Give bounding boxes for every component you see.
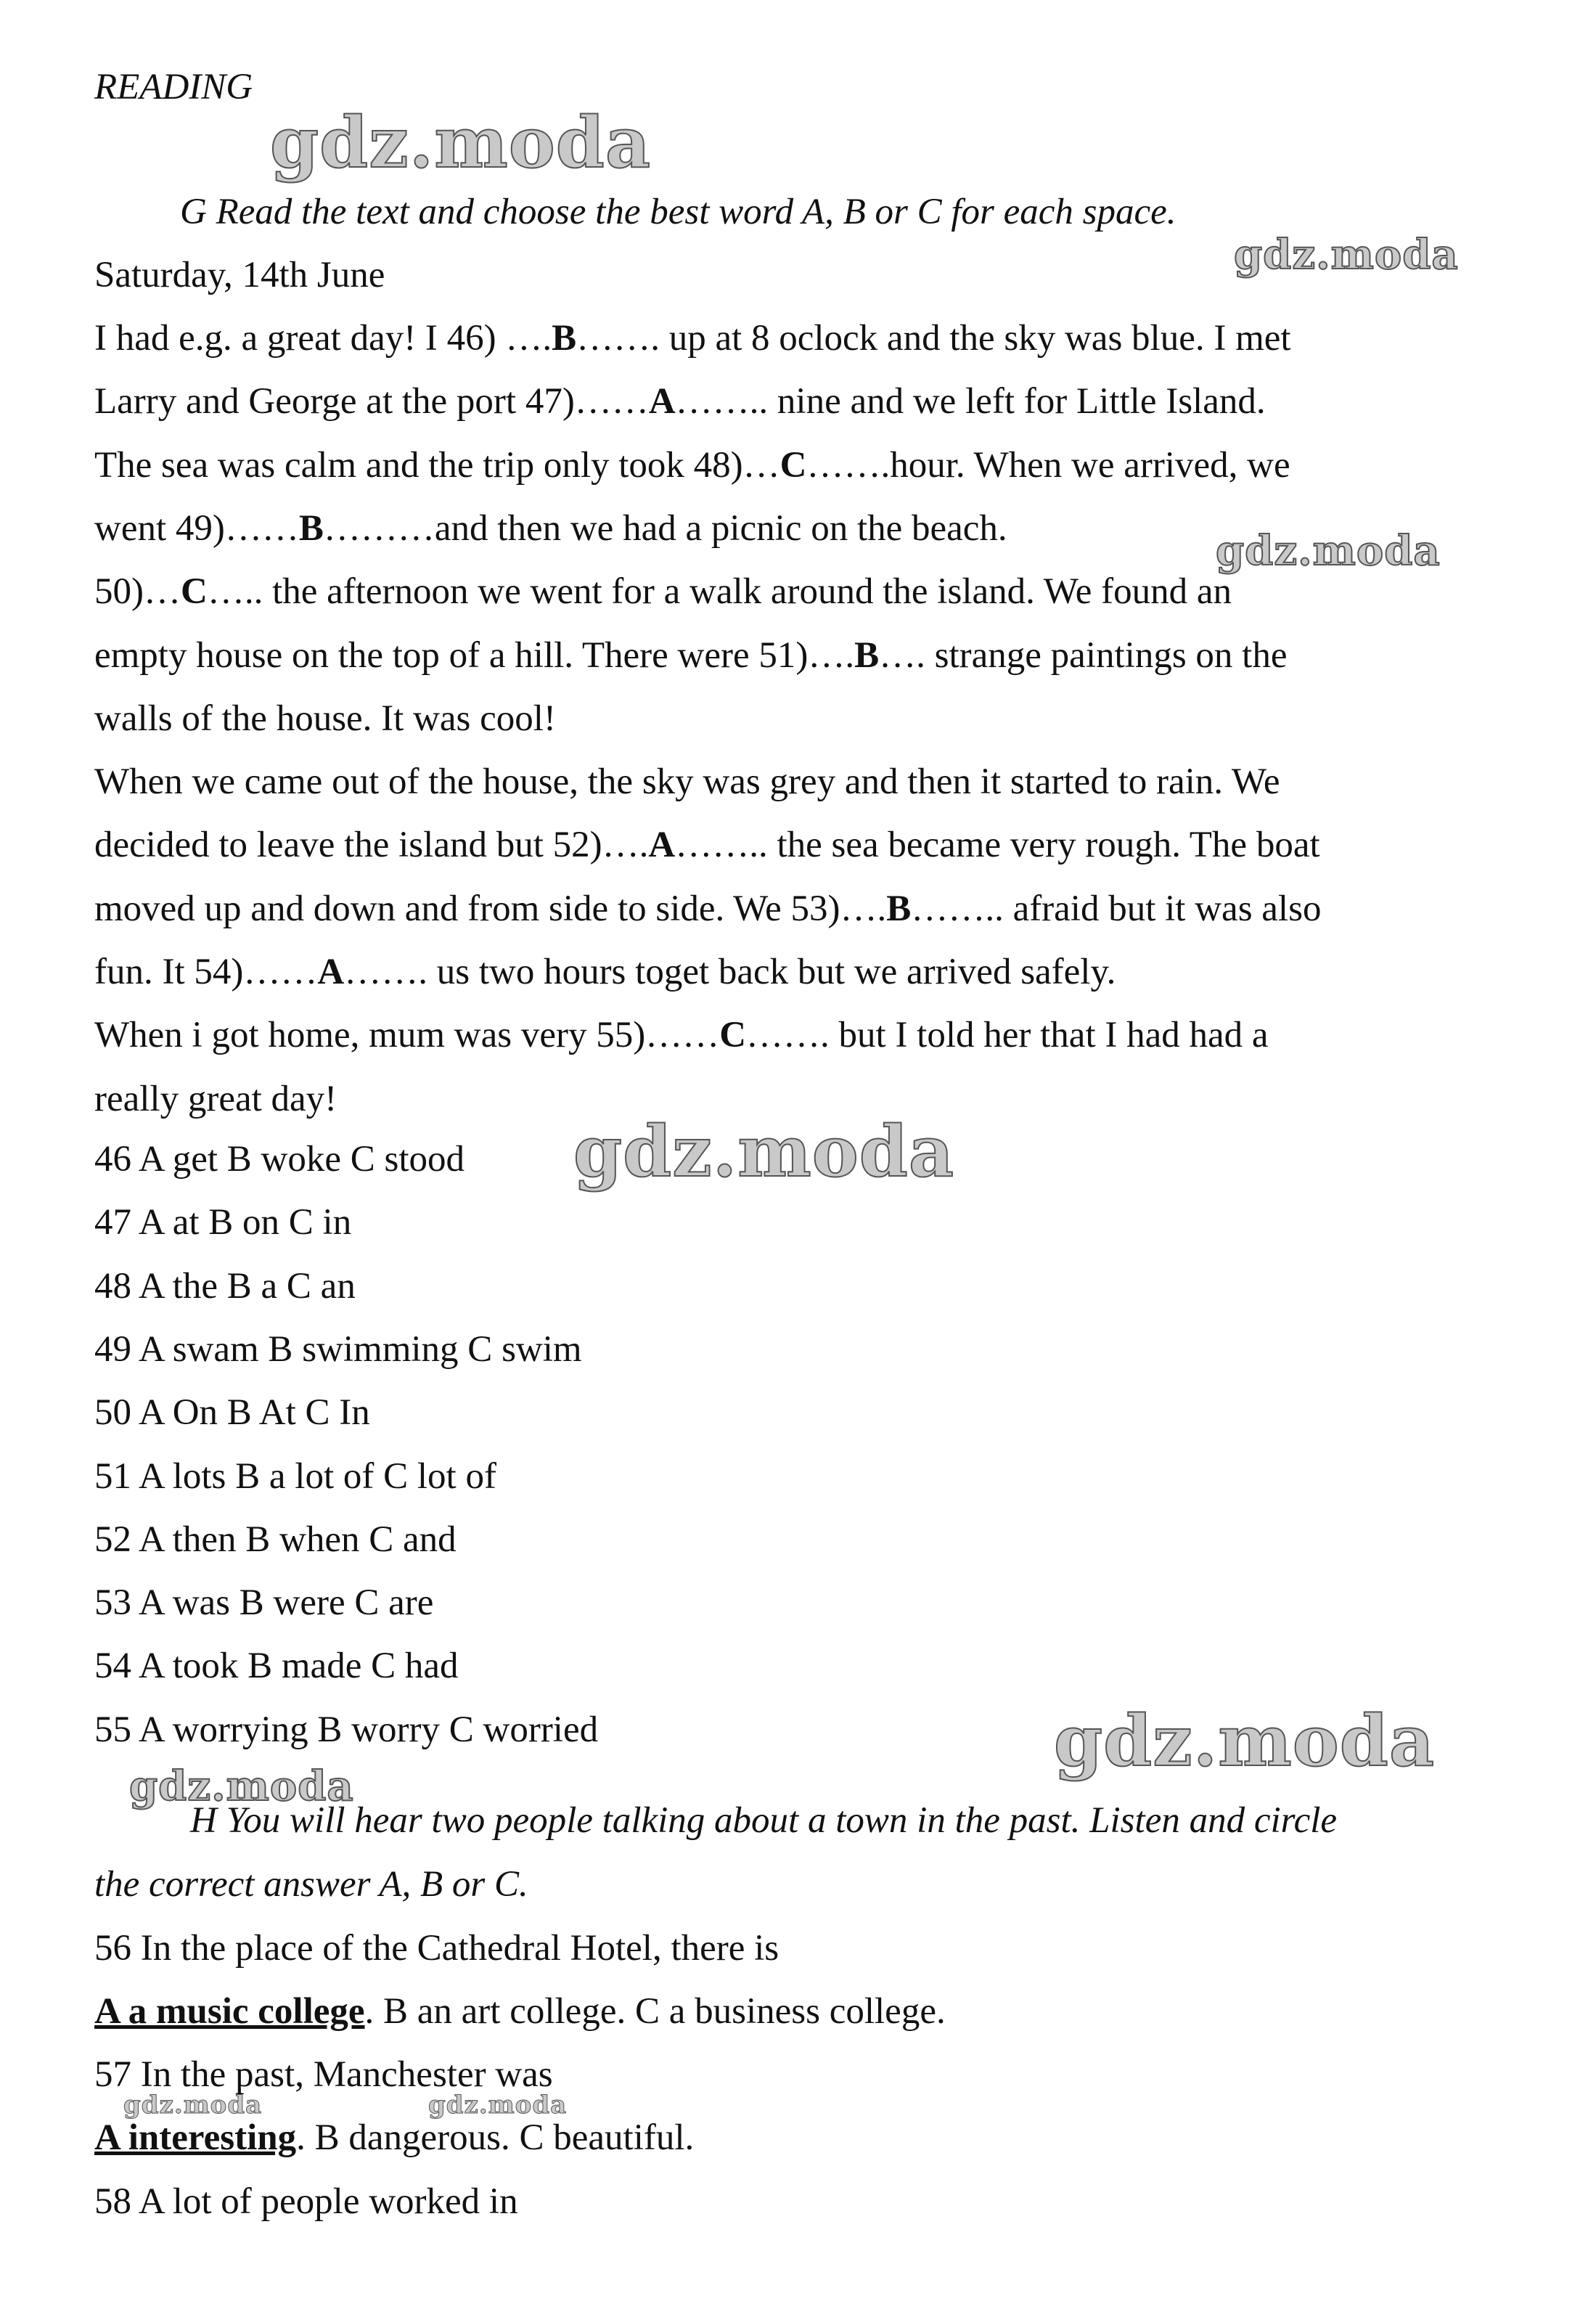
option-line: 48 A the B a C an xyxy=(94,1266,356,1307)
question-57-other-choices: . B dangerous. C beautiful. xyxy=(296,2117,695,2158)
passage-text: When i got home, mum was very 55)…… xyxy=(94,1015,720,1055)
watermark-logo: gdz.moda xyxy=(1234,231,1459,279)
option-line: 53 A was B were C are xyxy=(94,1582,434,1623)
passage-line xyxy=(94,507,1007,550)
option-line: 54 A took B made C had xyxy=(94,1646,459,1686)
diary-date: Saturday, 14th June xyxy=(94,255,385,295)
passage-line xyxy=(94,444,1290,487)
task-h-instruction-cont: the correct answer A, B or C. xyxy=(94,1864,528,1905)
task-h-instruction: H You will hear two people talking about a town in the past. Listen and circle xyxy=(190,1800,1338,1841)
filled-answer: A xyxy=(317,952,345,992)
passage-text: ………and then we had a picnic on the beach. xyxy=(323,508,1007,549)
passage-line xyxy=(94,887,1321,931)
passage-line xyxy=(94,760,1280,804)
task-g-instruction: G Read the text and choose the best word A, B or C for each space. xyxy=(180,192,1176,232)
passage-text: ……. up at 8 oclock and the sky was blue. I met xyxy=(576,318,1291,359)
question-56-other-choices: . B an art college. C a business college. xyxy=(364,1991,946,2032)
option-line: 50 A On B At C In xyxy=(94,1392,370,1433)
question-56-choices xyxy=(94,1990,946,2033)
passage-line xyxy=(94,380,1266,423)
passage-line xyxy=(94,570,1232,613)
passage-line xyxy=(94,697,556,740)
filled-answer: B xyxy=(886,888,912,929)
question-57-choices xyxy=(94,2116,694,2159)
passage-text: When we came out of the house, the sky was grey and then it started to rain. We xyxy=(94,761,1280,802)
watermark-logo: gdz.moda xyxy=(270,102,652,184)
filled-answer: B xyxy=(298,508,324,549)
filled-answer: C xyxy=(779,445,807,486)
question-58-prompt: 58 A lot of people worked in xyxy=(94,2181,518,2222)
watermark-logo: gdz.moda xyxy=(1216,527,1441,575)
option-line: 51 A lots B a lot of C lot of xyxy=(94,1456,496,1497)
option-line: 47 A at B on C in xyxy=(94,1202,352,1243)
watermark-logo: gdz.moda xyxy=(1054,1700,1436,1782)
question-57-prompt: 57 In the past, Manchester was xyxy=(94,2054,553,2095)
question-56-answer: A a music college xyxy=(94,1991,365,2032)
passage-text: walls of the house. It was cool! xyxy=(94,698,556,739)
passage-line xyxy=(94,950,1116,994)
passage-text: decided to leave the island but 52)…. xyxy=(94,825,649,865)
passage-text: …….hour. When we arrived, we xyxy=(806,445,1290,486)
watermark-logo: gdz.moda xyxy=(123,2091,263,2120)
filled-answer: A xyxy=(648,381,676,422)
filled-answer: C xyxy=(180,571,208,612)
passage-text: …….. afraid but it was also xyxy=(911,888,1322,929)
option-line: 52 A then B when C and xyxy=(94,1519,457,1560)
passage-text: 50)… xyxy=(94,571,181,612)
passage-text: ……. us two hours toget back but we arrived safely. xyxy=(344,952,1116,992)
passage-line xyxy=(94,1013,1269,1057)
question-56-prompt: 56 In the place of the Cathedral Hotel, there is xyxy=(94,1928,779,1969)
passage-text: I had e.g. a great day! I 46) …. xyxy=(94,318,552,359)
watermark-logo: gdz.moda xyxy=(428,2091,568,2120)
passage-line xyxy=(94,634,1287,677)
passage-text: fun. It 54)…… xyxy=(94,952,318,992)
passage-text: Larry and George at the port 47)…… xyxy=(94,381,649,422)
passage-text: …….. the sea became very rough. The boat xyxy=(675,825,1320,865)
question-57-answer: A interesting xyxy=(94,2117,297,2158)
passage-text: moved up and down and from side to side. We 53)…. xyxy=(94,888,887,929)
passage-text: ……. but I told her that I had had a xyxy=(746,1015,1269,1055)
passage-text: empty house on the top of a hill. There were 51)…. xyxy=(94,635,855,676)
passage-line xyxy=(94,1077,337,1121)
filled-answer: B xyxy=(552,318,577,359)
section-heading: READING xyxy=(94,67,253,107)
option-line: 55 A worrying B worry C worried xyxy=(94,1709,599,1750)
watermark-logo: gdz.moda xyxy=(573,1111,955,1193)
filled-answer: C xyxy=(719,1015,747,1055)
watermark-logo: gdz.moda xyxy=(129,1762,354,1810)
passage-text: …….. nine and we left for Little Island. xyxy=(675,381,1266,422)
option-line: 49 A swam B swimming C swim xyxy=(94,1329,582,1370)
passage-text: …. strange paintings on the xyxy=(879,635,1288,676)
passage-line xyxy=(94,316,1291,360)
passage-text: really great day! xyxy=(94,1079,337,1119)
passage-text: went 49)…… xyxy=(94,508,299,549)
passage-line xyxy=(94,823,1320,867)
passage-text: ….. the afternoon we went for a walk around the island. We found an xyxy=(207,571,1232,612)
option-line: 46 A get B woke C stood xyxy=(94,1139,465,1180)
filled-answer: A xyxy=(648,825,676,865)
passage-text: The sea was calm and the trip only took 48)… xyxy=(94,445,780,486)
filled-answer: B xyxy=(854,635,880,676)
